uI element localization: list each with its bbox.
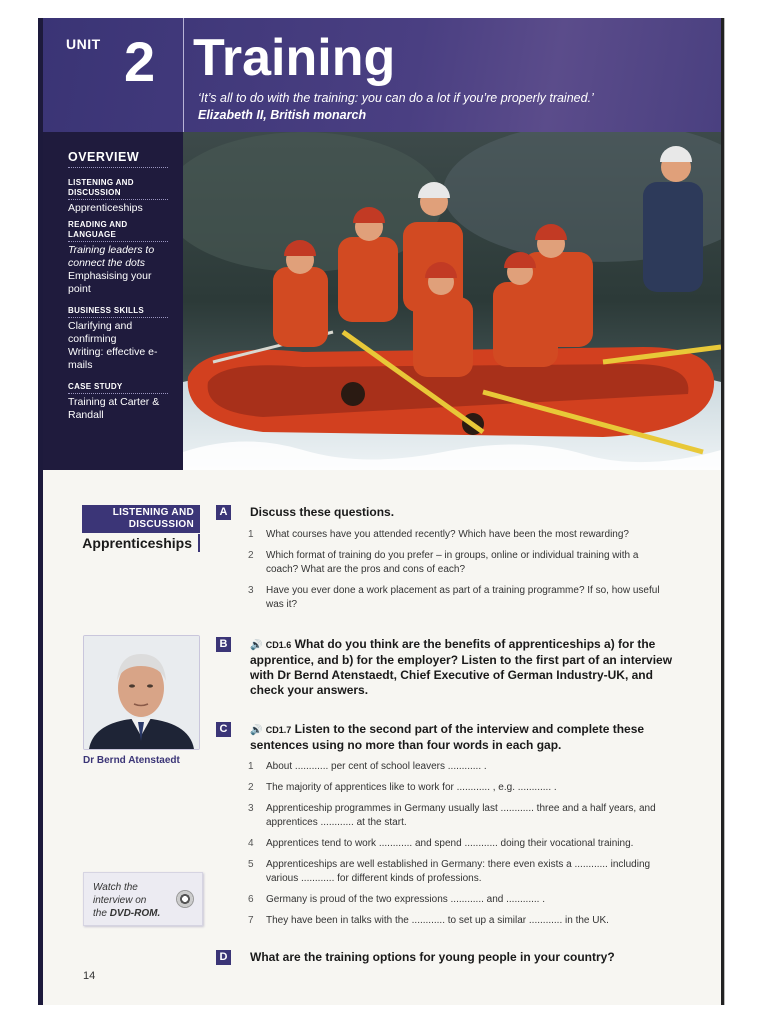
overview-section-head: BUSINESS SKILLS	[68, 306, 168, 318]
list-item: 7 They have been in talks with the ............ to set up a similar ............ in the UK.	[248, 915, 609, 926]
list-item: 4 Apprentices tend to work ............ and spend ............ doing their vocational training.	[248, 838, 634, 849]
list-item-text: What courses have you attended recently? Which have been the most rewarding?	[266, 529, 629, 540]
overview-item: Emphasising your point	[68, 270, 152, 295]
list-item-text: They have been in talks with the ............ to set up a similar ............ in the UK.	[266, 915, 609, 926]
quote-author: Elizabeth II, British monarch	[198, 108, 367, 122]
audio-icon[interactable]: 🔊	[250, 725, 263, 736]
overview-section-case-study	[68, 382, 168, 422]
textbook-page	[38, 18, 724, 1005]
overview-sidebar	[43, 132, 183, 470]
overview-section-business	[68, 306, 168, 372]
section-label-title: Apprenticeships	[82, 534, 200, 552]
list-item-text: Which format of training do you prefer – in groups, online or individual training with a coach? What are the pros and cons of each?	[266, 550, 639, 575]
exercise-b-letter: B	[216, 637, 231, 652]
dvd-line	[93, 907, 160, 920]
list-item-text: About ............ per cent of school leavers ............ .	[266, 761, 487, 772]
dvd-callout	[83, 872, 203, 926]
list-item-text: Germany is proud of the two expressions ............ and ............ .	[266, 894, 546, 905]
unit-title: Training	[193, 29, 396, 87]
cd-track: CD1.6	[265, 640, 292, 650]
portrait-caption: Dr Bernd Atenstaedt	[83, 755, 180, 766]
portrait-photo	[83, 635, 200, 750]
exercise-d-heading: What are the training options for young people in your country?	[250, 950, 615, 964]
exercise-a-letter: A	[216, 505, 231, 520]
overview-item: Training at Carter & Randall	[68, 396, 160, 421]
dvd-text	[93, 881, 160, 920]
dvd-disc-icon	[176, 890, 194, 908]
list-item: 5 Apprenticeships are well established in Germany: there even exists a ............ including various ............ for different kinds of professions.	[248, 858, 668, 886]
overview-section-reading	[68, 220, 168, 296]
list-item-text: Apprenticeship programmes in Germany usually last ............ three and a half years, and apprentices ............ at the start.	[266, 803, 656, 828]
overview-section-head: READING AND LANGUAGE	[68, 220, 168, 242]
list-item-text: Have you ever done a work placement as part of a training programme? If so, how useful was it?	[266, 585, 660, 610]
list-item: 1 What courses have you attended recently? Which have been the most rewarding?	[248, 529, 629, 540]
rafting-photo	[183, 132, 721, 470]
dvd-rom-label: DVD-ROM.	[109, 908, 161, 919]
overview-title: OVERVIEW	[68, 150, 168, 168]
exercise-c-text: Listen to the second part of the interview and complete these sentences using no more than four words in each gap.	[250, 722, 645, 752]
audio-icon[interactable]: 🔊	[250, 640, 263, 651]
dvd-line-prefix: the	[93, 908, 110, 919]
overview-section-head: CASE STUDY	[68, 382, 168, 394]
page-number: 14	[83, 970, 96, 982]
list-item: 2 Which format of training do you prefer – in groups, online or individual training with a coach? What are the pros and cons of each?	[248, 549, 668, 577]
exercise-d-letter: D	[216, 950, 231, 965]
list-item: 3 Have you ever done a work placement as part of a training programme? If so, how useful was it?	[248, 584, 668, 612]
overview-section-listening	[68, 178, 168, 215]
cd-track: CD1.7	[265, 725, 292, 735]
dvd-line: interview on	[93, 895, 147, 906]
list-item: 3 Apprenticeship programmes in Germany usually last ............ three and a half years, and apprentices ............ at the start.	[248, 802, 668, 830]
unit-label: UNIT	[66, 36, 101, 52]
overview-section-head: LISTENING AND DISCUSSION	[68, 178, 168, 200]
exercise-c-list	[248, 760, 668, 928]
unit-number-box	[38, 18, 184, 132]
dvd-line: Watch the	[93, 882, 138, 893]
page-spine	[38, 18, 43, 1005]
list-item-text: Apprentices tend to work ............ and spend ............ doing their vocational training.	[266, 838, 634, 849]
exercise-a-heading: Discuss these questions.	[250, 505, 395, 519]
overview-item: Clarifying and confirming	[68, 320, 133, 345]
unit-number: 2	[124, 30, 156, 93]
overview-item: Apprenticeships	[68, 202, 143, 214]
section-label-top: LISTENING AND DISCUSSION	[82, 505, 200, 533]
list-item: 6 Germany is proud of the two expressions ............ and ............ .	[248, 894, 546, 905]
quote	[198, 90, 594, 124]
list-item: 1 About ............ per cent of school leavers ............ .	[248, 761, 487, 772]
list-item: 2 The majority of apprentices like to work for ............ , e.g. ............ .	[248, 782, 557, 793]
exercise-b-text: What do you think are the benefits of apprenticeships a) for the apprentice, and b) for the employer? Listen to the first part of an interview with Dr Bernd Atenstaedt, Chief Executive of German Industry-UK, and check your answers.	[250, 637, 673, 697]
exercise-a-list	[248, 528, 668, 612]
list-item-text: The majority of apprentices like to work for ............ , e.g. ............ .	[266, 782, 557, 793]
overview-item: Training leaders to connect the dots	[68, 244, 155, 269]
unit-header	[38, 18, 721, 132]
exercise-c-letter: C	[216, 722, 231, 737]
exercise-c-heading	[250, 722, 680, 753]
section-label	[82, 505, 200, 553]
overview-item: Writing: effective e-mails	[68, 346, 158, 371]
list-item-text: Apprenticeships are well established in Germany: there even exists a ............ including various ............ for different kinds of professions.	[266, 859, 651, 884]
exercise-b-heading	[250, 637, 680, 698]
quote-text: ‘It’s all to do with the training: you can do a lot if you’re properly trained.’	[198, 91, 594, 105]
